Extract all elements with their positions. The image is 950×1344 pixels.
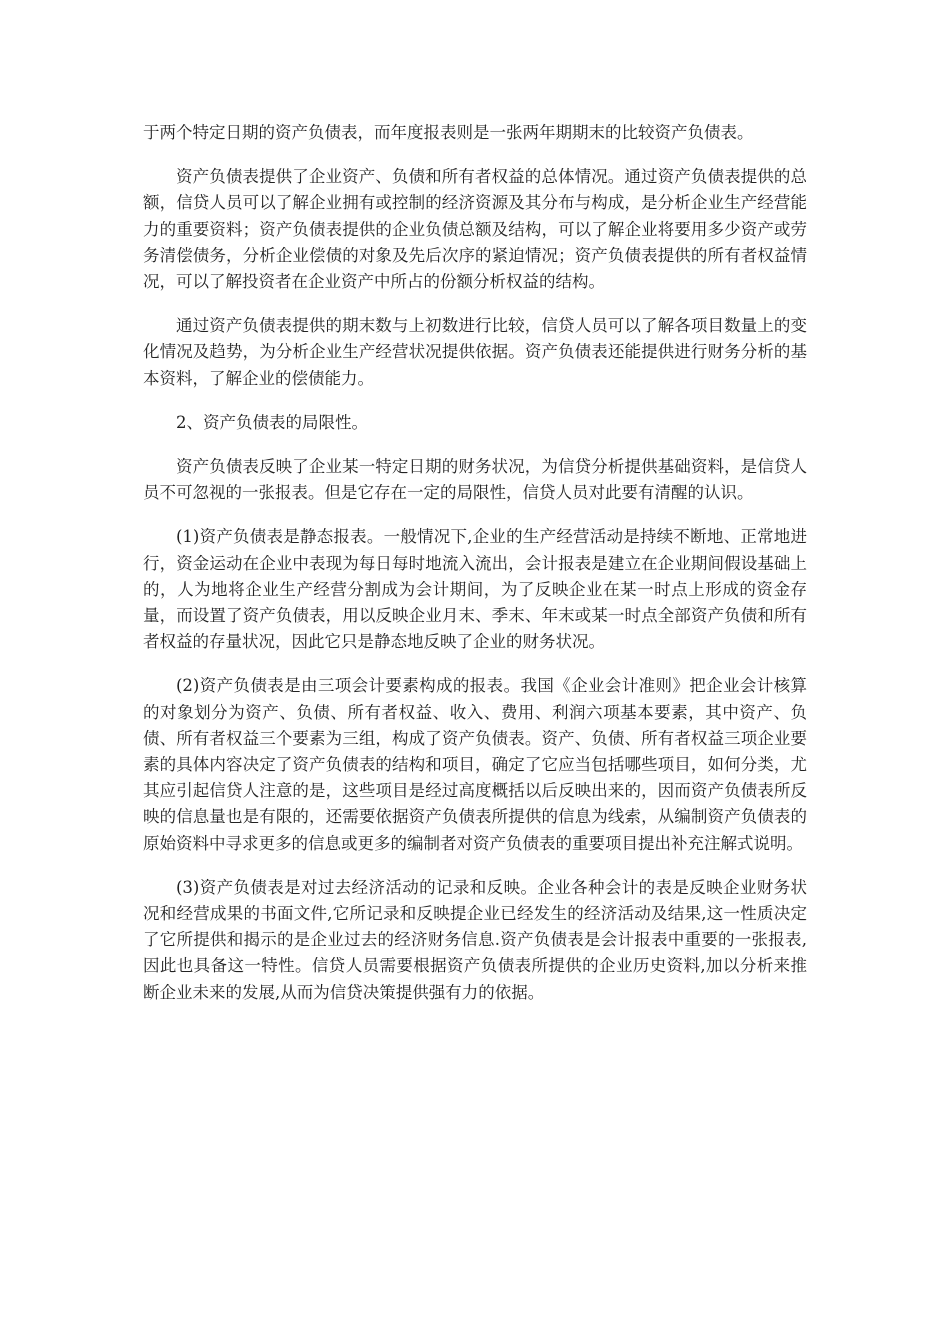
paragraph-point-1: (1)资产负债表是静态报表。一般情况下,企业的生产经营活动是持续不断地、正常地进行，资金运动在企业中表现为每日每时地流入流出，会计报表是建立在企业期间假设基础上的，人为地将企业生产经营分割成为会计期间，为了反映企业在某一时点上形成的资金存量，而设置了资产负债表，用以反映企业月末、季末、年末或某一时点全部资产负债和所有者权益的存量状况，因此它只是静态地反映了企业的财务状况。 [143,527,807,652]
document-page [143,120,807,1024]
section-heading-limitations: 2、资产负债表的局限性。 [176,412,368,432]
paragraph-point-3: (3)资产负债表是对过去经济活动的记录和反映。企业各种会计的表是反映企业财务状况和经营成果的书面文件,它所记录和反映提企业已经发生的经济活动及结果,这一性质决定了它所提供和揭示的是企业过去的经济财务信息.资产负债表是会计报表中重要的一张报表,因此也具备这一特性。信贷人员需要根据资产负债表所提供的企业历史资料,加以分析来推断企业未来的发展,从而为信贷决策提供强有力的依据。 [143,877,807,1002]
paragraph-point-2: (2)资产负债表是由三项会计要素构成的报表。我国《企业会计准则》把企业会计核算的对象划分为资产、负债、所有者权益、收入、费用、利润六项基本要素，其中资产、负债、所有者权益三个要素为三组，构成了资产负债表。资产、负债、所有者权益三项企业要素的具体内容决定了资产负债表的结构和项目，确定了它应当包括哪些项目，如何分类，尤其应引起信贷人注意的是，这些项目是经过高度概括以后反映出来的，因而资产负债表所反映的信息量也是有限的，还需要依据资产负债表所提供的信息为线索，从编制资产负债表的原始资料中寻求更多的信息或更多的编制者对资产负债表的重要项目提出补充注解式说明。 [143,676,807,853]
paragraph-limitations-intro: 资产负债表反映了企业某一特定日期的财务状况，为信贷分析提供基础资料，是信贷人员不可忽视的一张报表。但是它存在一定的局限性，信贷人员对此要有清醒的认识。 [143,457,807,503]
paragraph-continuation: 于两个特定日期的资产负债表，而年度报表则是一张两年期期末的比较资产负债表。 [143,123,754,142]
paragraph-comparison: 通过资产负债表提供的期末数与上初数进行比较，信贷人员可以了解各项目数量上的变化情况及趋势，为分析企业生产经营状况提供依据。资产负债表还能提供进行财务分析的基本资料，了解企业的偿债能力。 [143,316,807,388]
paragraph-overview: 资产负债表提供了企业资产、负债和所有者权益的总体情况。通过资产负债表提供的总额，信贷人员可以了解企业拥有或控制的经济资源及其分布与构成，是分析企业生产经营能力的重要资料；资产负债表提供的企业负债总额及结构，可以了解企业将要用多少资产或劳务清偿债务，分析企业偿债的对象及先后次序的紧迫情况；资产负债表提供的所有者权益情况，可以了解投资者在企业资产中所占的份额分析权益的结构。 [143,167,807,292]
